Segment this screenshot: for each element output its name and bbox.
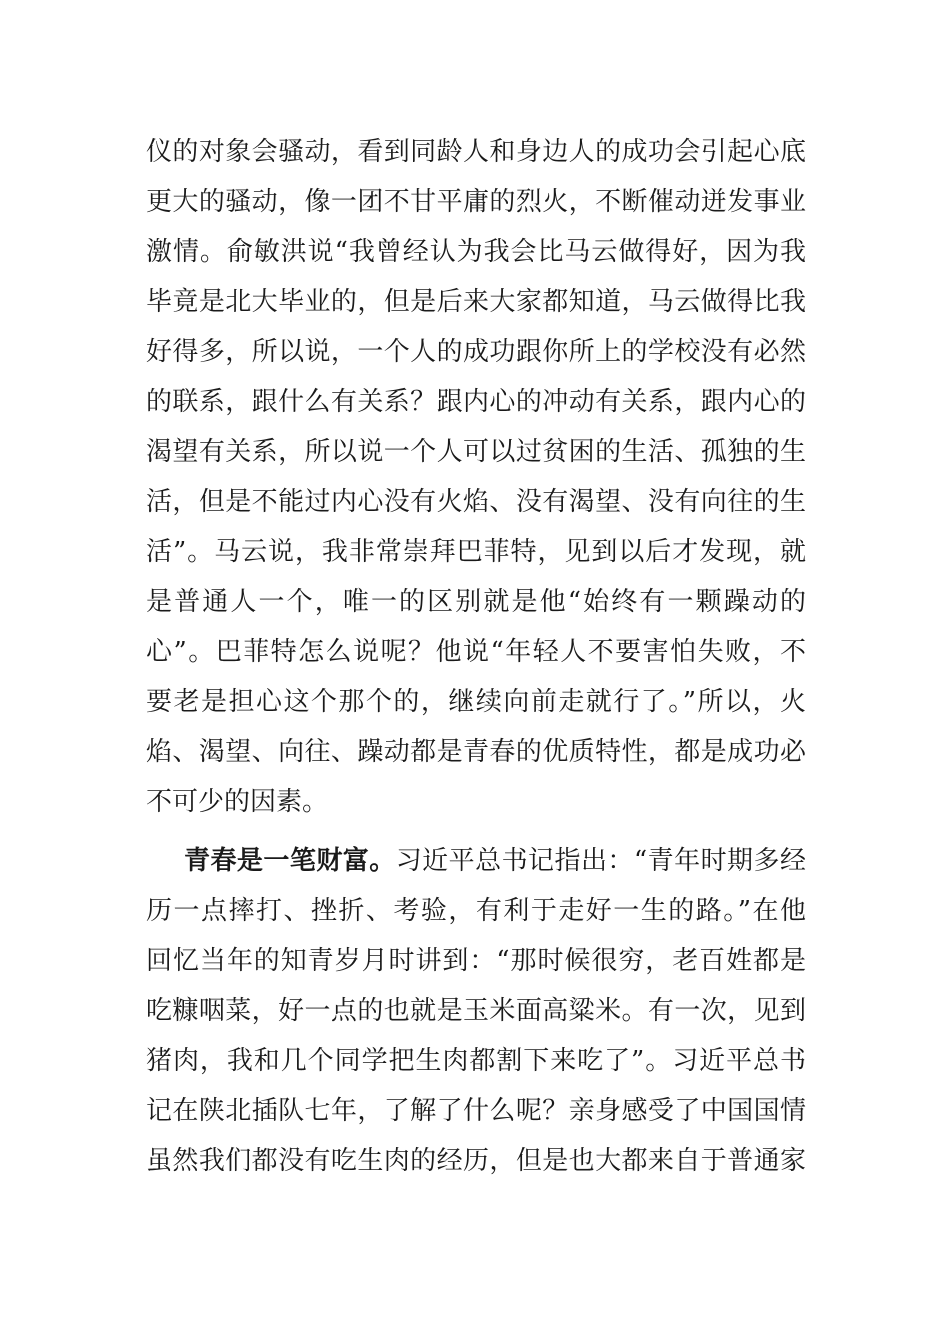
paragraph-line: 活”。马云说，我非常崇拜巴菲特，见到以后才发现，就: [146, 537, 806, 567]
paragraph-line: 不可少的因素。: [146, 787, 329, 817]
paragraph-line: 激情。俞敏洪说“我曾经认为我会比马云做得好，因为我: [146, 237, 806, 267]
paragraph-line: 更大的骚动，像一团不甘平庸的烈火，不断催动迸发事业: [146, 187, 806, 217]
paragraph-line: 活，但是不能过内心没有火焰、没有渴望、没有向往的生: [146, 487, 806, 517]
paragraph-line: 毕竟是北大毕业的，但是后来大家都知道，马云做得比我: [146, 287, 806, 317]
section-heading: 青春是一笔财富。: [184, 846, 396, 876]
paragraph-line: 历一点摔打、挫折、考验，有利于走好一生的路。”在他: [146, 896, 806, 926]
paragraph-line: 猪肉，我和几个同学把生肉都割下来吃了”。习近平总书: [146, 1046, 806, 1076]
paragraph-line: 好得多，所以说，一个人的成功跟你所上的学校没有必然: [146, 337, 806, 367]
paragraph-line: 心”。巴菲特怎么说呢？他说“年轻人不要害怕失败，不: [146, 637, 806, 667]
paragraph-line: 渴望有关系，所以说一个人可以过贫困的生活、孤独的生: [146, 437, 806, 467]
paragraph-line: 是普通人一个，唯一的区别就是他“始终有一颗躁动的: [146, 587, 806, 617]
paragraph-line: 虽然我们都没有吃生肉的经历，但是也大都来自于普通家: [146, 1146, 806, 1176]
paragraph-line-rest: 习近平总书记指出：“青年时期多经: [395, 846, 806, 876]
paragraph-line: 仪的对象会骚动，看到同龄人和身边人的成功会引起心底: [146, 137, 806, 167]
paragraph-line: 记在陕北插队七年，了解了什么呢？亲身感受了中国国情: [146, 1096, 806, 1126]
paragraph-first-line: [184, 836, 806, 886]
paragraph-line: 焰、渴望、向往、躁动都是青春的优质特性，都是成功必: [146, 737, 806, 767]
paragraph-line: 回忆当年的知青岁月时讲到：“那时候很穷，老百姓都是: [146, 946, 806, 976]
paragraph-line: 吃糠咽菜，好一点的也就是玉米面高粱米。有一次，见到: [146, 996, 806, 1026]
paragraph-line: 的联系，跟什么有关系？跟内心的冲动有关系，跟内心的: [146, 387, 806, 417]
paragraph-line: 要老是担心这个那个的，继续向前走就行了。”所以，火: [146, 687, 806, 717]
